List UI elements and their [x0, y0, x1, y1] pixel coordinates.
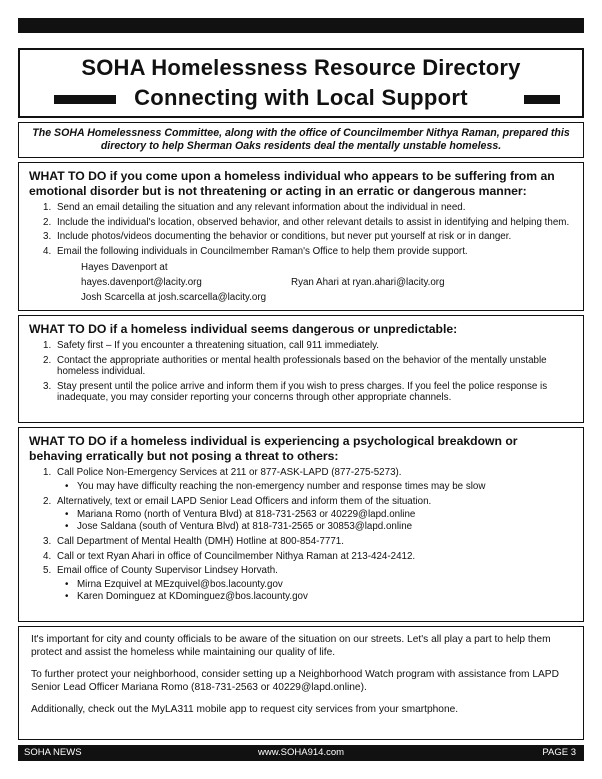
contact-email[interactable]: Josh Scarcella at josh.scarcella@lacity.org: [81, 292, 267, 303]
sub-list: [57, 481, 573, 493]
item-number: 3.: [43, 536, 52, 547]
closing-paragraph: Additionally, check out the MyLA311 mobile app to request city services from your smartphone.: [31, 704, 459, 715]
item-text: Alternatively, text or email LAPD Senior Lead Officers and inform them of the situation.: [57, 495, 432, 507]
top-rule-bar: [18, 18, 584, 33]
contact-email[interactable]: Hayes Davenport at hayes.davenport@lacity.org: [81, 262, 202, 288]
heading-text: if a homeless individual is experiencing a psychological breakdown or behaving erratically but not posing a threat to others:: [29, 434, 518, 463]
list-item: [29, 246, 573, 258]
closing-paragraph: To further protect your neighborhood, consider setting up a Neighborhood Watch program with assistance from LAPD Senior Lead Officer Mariana Romo (818-731-2563 or 40229@lapd.online).: [31, 669, 559, 693]
list-item: [29, 467, 573, 493]
item-text: Include the individual's location, observed behavior, and other relevant details to assist in identifying and helping them.: [57, 216, 570, 228]
item-text: Email office of County Supervisor Lindsey Horvath.: [57, 565, 278, 576]
subtitle-row: [20, 85, 582, 113]
item-text: Contact the appropriate authorities or mental health professionals based on the behavior of the mentally unstable homeless individual.: [57, 354, 547, 377]
steps-list: [29, 467, 573, 603]
section-heading: [29, 322, 573, 337]
footer-page-number: PAGE 3: [542, 747, 576, 758]
title-box: [18, 48, 584, 118]
heading-text: if a homeless individual seems dangerous or unpredictable:: [106, 322, 458, 336]
item-number: 1.: [43, 467, 52, 478]
list-item: [29, 551, 573, 563]
section-emotional-disorder: [18, 162, 584, 311]
item-text: Call or text Ryan Ahari in office of Councilmember Nithya Raman at 213-424-2412.: [57, 550, 416, 562]
list-item: [29, 217, 573, 229]
page-subtitle: Connecting with Local Support: [134, 85, 468, 110]
heading-lead: WHAT TO DO: [29, 434, 107, 448]
footer-publication: SOHA NEWS: [24, 747, 82, 758]
section-heading: [29, 169, 573, 199]
closing-box: [18, 626, 584, 740]
sub-list-item: • Mariana Romo (north of Ventura Blvd) at 818-731-2563 or 40229@lapd.online: [57, 509, 573, 521]
title-decor-bar-right: [524, 95, 560, 104]
item-text: Call Department of Mental Health (DMH) Hotline at 800-854-7771.: [57, 536, 344, 547]
list-item: [29, 536, 573, 548]
contact-email[interactable]: Ryan Ahari at ryan.ahari@lacity.org: [291, 277, 445, 288]
page-title: SOHA Homelessness Resource Directory: [81, 55, 521, 80]
item-number: 3.: [43, 380, 52, 392]
item-number: 4.: [43, 550, 52, 562]
item-text: Send an email detailing the situation and any relevant information about the individual in need.: [57, 202, 466, 213]
item-text: Safety first – If you encounter a threatening situation, call 911 immediately.: [57, 340, 380, 351]
page-footer: [18, 745, 584, 761]
item-text: Include photos/videos documenting the behavior or conditions, but never put yourself at risk or in danger.: [57, 231, 512, 242]
intro-text: The SOHA Homelessness Committee, along with the office of Councilmember Nithya Raman, prepared this directory to help Sherman Oaks residents deal the mentally unstable homeless.: [32, 127, 570, 152]
sub-list-item: • Mirna Ezquivel at MEzquivel@bos.lacounty.gov: [57, 579, 573, 591]
sub-list-item: • Jose Saldana (south of Ventura Blvd) at 818-731-2565 or 30853@lapd.online: [57, 521, 573, 533]
list-item: [29, 381, 573, 404]
section-psychological-breakdown: [18, 427, 584, 622]
sub-list: [57, 509, 573, 533]
item-text: Email the following individuals in Councilmember Raman's Office to help them provide support.: [57, 245, 468, 257]
sub-list: [57, 579, 573, 603]
item-number: 2.: [43, 495, 52, 507]
intro-box: [18, 122, 584, 158]
footer-website-link[interactable]: www.SOHA914.com: [257, 747, 345, 758]
list-item: [29, 231, 573, 243]
section-heading: [29, 434, 573, 464]
item-number: 2.: [43, 216, 52, 228]
item-number: 1.: [43, 340, 52, 351]
item-text: Stay present until the police arrive and inform them if you wish to press charges. If you feel the police response is inadequate, you may consider reporting your concerns through other appropriate channels.: [57, 380, 548, 403]
sub-list-item: • You may have difficulty reaching the non-emergency number and response times may be slow: [57, 481, 573, 493]
list-item: [29, 355, 573, 378]
list-item: [29, 202, 573, 214]
heading-lead: WHAT TO DO: [29, 169, 107, 183]
steps-list: [29, 340, 573, 404]
item-number: 5.: [43, 565, 52, 576]
closing-paragraph: It's important for city and county officials to be aware of the situation on our streets. Let's all play a part to help them protect and assist the homeless while maintaining our quality of life.: [31, 634, 551, 658]
sub-list-item: • Karen Dominguez at KDominguez@bos.lacounty.gov: [57, 591, 573, 603]
list-item: [29, 565, 573, 603]
section-dangerous: [18, 315, 584, 423]
item-number: 4.: [43, 245, 52, 257]
item-number: 3.: [43, 231, 52, 242]
item-number: 2.: [43, 354, 52, 366]
contacts-block: [81, 260, 573, 305]
steps-list: [29, 202, 573, 257]
heading-text: if you come upon a homeless individual who appears to be suffering from an emotional disorder but is not threatening or acting in an erratic or dangerous manner:: [29, 169, 555, 198]
item-number: 1.: [43, 202, 52, 213]
list-item: [29, 340, 573, 352]
list-item: [29, 496, 573, 534]
heading-lead: WHAT TO DO: [29, 322, 107, 336]
item-text: Call Police Non-Emergency Services at 211 or 877-ASK-LAPD (877-275-5273).: [57, 467, 402, 478]
